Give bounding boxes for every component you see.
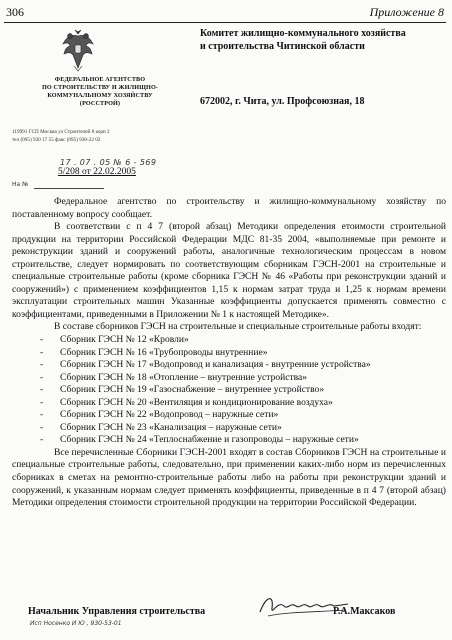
- list-item: - Сборник ГЭСН № 23 «Канализация – наружные сети»: [40, 421, 282, 433]
- agency-line: (РОССТРОЙ): [79, 100, 121, 107]
- list-item: - Сборник ГЭСН № 12 «Кровли»: [40, 334, 189, 346]
- executor-note: Исп Носенко И Ю , 930-53-01: [30, 620, 122, 627]
- recipient-line: и строительства Читинской области: [200, 41, 365, 52]
- list-item: - Сборник ГЭСН № 17 «Водопровод и канализация - внутренние устройства»: [40, 359, 371, 371]
- reference-label: На №: [12, 181, 29, 188]
- header-rule: [4, 22, 446, 23]
- sender-agency: [12, 76, 188, 108]
- agency-line: ПО СТРОИТЕЛЬСТВУ И ЖИЛИЩНО-: [41, 84, 159, 91]
- letter-body: [12, 196, 446, 510]
- list-item: - Сборник ГЭСН № 18 «Отопление – внутренние устройства»: [40, 371, 308, 383]
- list-item: - Сборник ГЭСН № 20 «Вентиляция и кондиционирование воздуха»: [40, 396, 333, 408]
- paragraph-intro: Федеральное агентство по строительству и жилищно-коммунальному хозяйству по поставленному вопросу сообщает.: [12, 196, 446, 220]
- sender-phone-line: тел (095) 930 17 55 факс (095) 930-22 02: [12, 137, 101, 143]
- paragraph-list-intro: В составе сборников ГЭСН на строительные и специальные строительные работы входят:: [54, 321, 422, 333]
- sender-address-line: 119991 ГСП Москва ул Строителей 8 корп 2: [12, 129, 110, 135]
- agency-line: ФЕДЕРАЛЬНОЕ АГЕНТСТВО: [54, 76, 146, 83]
- appendix-label: Приложение 8: [369, 5, 444, 19]
- page-number: 306: [6, 5, 24, 19]
- recipient-address: 672002, г. Чита, ул. Профсоюзная, 18: [200, 96, 365, 107]
- signatory-name: Р.А.Максаков: [333, 606, 396, 617]
- handwritten-date-number: 17 . 07 . 05 № 6 - 569: [60, 158, 157, 167]
- list-item: - Сборник ГЭСН № 22 «Водопровод – наружные сети»: [40, 409, 279, 421]
- reference-line: [34, 188, 104, 189]
- collections-list: [12, 334, 446, 447]
- signatory-title: Начальник Управления строительства: [28, 606, 206, 617]
- list-item: - Сборник ГЭСН № 16 «Трубопроводы внутренние»: [40, 346, 268, 358]
- paragraph-conclusion: Все перечисленные Сборники ГЭСН-2001 входят в состав Сборников ГЭСН на строительные и специальные строительные работы, следовательно, при применении каких-либо норм из перечисленных сборниках в сметах на ремонтно-строительные работы либо на работы при реконструкции зданий и сооружений, к указанным нормам следует применять коэффициенты, приведенные в п 4 7 (второй абзац) Методики определения стоимости строительной продукции на территории Российской Федерации.: [12, 446, 446, 509]
- recipient-line: Комитет жилищно-коммунального хозяйства: [200, 28, 406, 39]
- double-headed-eagle-emblem-icon: [60, 28, 96, 72]
- outgoing-number: 5/208 от 22.02.2005: [58, 167, 136, 177]
- recipient-block: [200, 27, 448, 53]
- agency-line: КОММУНАЛЬНОМУ ХОЗЯЙСТВУ: [47, 92, 153, 99]
- list-item: - Сборник ГЭСН № 24 «Теплоснабжение и газопроводы – наружные сети»: [40, 434, 359, 446]
- paragraph-methodology: В соответствии с п 4 7 (второй абзац) Методики определения етоимости строительной продукции на территории Российской Федерации МДС 81-35 2004, «выполняемые при ремонте и реконструкции зданий и сооружений работы, аналогичные технологическим процессам в новом строительстве, следует нормировать по соответствующим сборникам ГЭСН-2001 на строительные и специальные строительные работы (кроме сборника ГЭСН № 46 «Работы при реконструкции зданий и сооружений») с применением коэффициентов 1,15 к нормам затрат труда и 1,25 к нормам времени эксплуатации строительных машин Указанные коэффициенты допускается применять совместно с коэффициентами, приведенными в Приложении № 1 к настоящей Методике».: [12, 221, 446, 320]
- list-item: - Сборник ГЭСН № 19 «Газоснабжение – внутреннее устройство»: [40, 384, 325, 396]
- sender-address: [12, 128, 202, 144]
